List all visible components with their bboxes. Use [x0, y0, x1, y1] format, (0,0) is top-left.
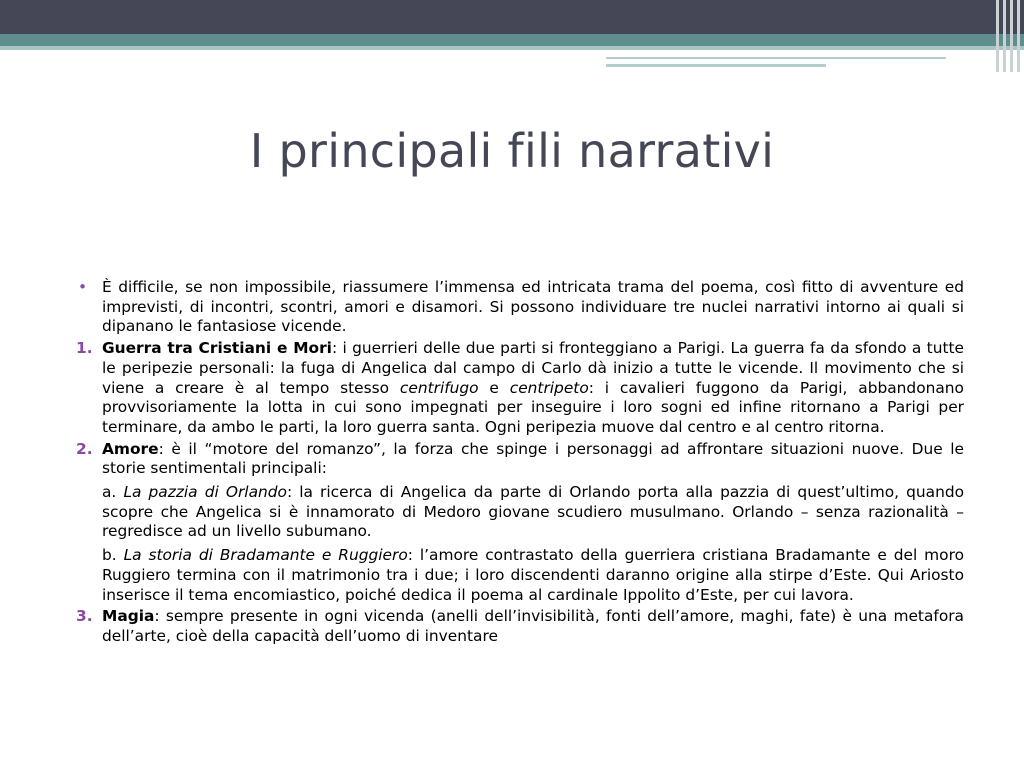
item-emphasis: centripeto [509, 378, 589, 397]
item-emphasis: centrifugo [399, 378, 479, 397]
sub-item-orlando [76, 483, 964, 542]
item-text: : sempre presente in ogni vicenda (anelli dell’invisibilità, fonti dell’amore, maghi, fate) è una metafora dell’arte, cioè della capacità dell’uomo di inventare [102, 607, 964, 645]
stripe [996, 0, 999, 72]
sub-title: La storia di Bradamante e Ruggiero [123, 546, 408, 565]
sub-text: : la ricerca di Angelica da parte di Orlando porta alla pazzia di quest’ultimo, quando scopre che Angelica si è innamorato di Medoro giovane scudiero musulmano. Orlando – senza razionalità – regredisce ad un livello subumano. [102, 483, 965, 541]
list-number: 2. [76, 439, 93, 458]
item-term: Guerra tra Cristiani e Mori [102, 339, 332, 358]
intro-text: È difficile, se non impossibile, riassumere l’immensa ed intricata trama del poema, così fitto di avventure ed imprevisti, di incontri, scontri, amori e disamori. Si possono individuare tre nuclei narrativi intorno ai quali si dipanano le fantasiose vicende. [102, 278, 964, 336]
sub-title: La pazzia di Orlando [123, 483, 287, 502]
list-number: 1. [76, 339, 93, 358]
sub-text: : l’amore contrastato della guerriera cristiana Bradamante e del moro Ruggiero termina con il matrimonio tra i due; i loro discendenti daranno origine alla stirpe d’Este. Qui Ariosto inserisce il tema encomiastico, poiché dedica il poema al cardinale Ippolito d’Este, per cui lavora. [102, 546, 964, 604]
slide-title: I principali fili narrativi [249, 124, 775, 178]
sub-item-bradamante [76, 546, 964, 605]
item-text: : i guerrieri delle due parti si fronteggiano a Parigi. La guerra fa da sfondo a tutte le peripezie personali: la fuga di Angelica dal campo di Carlo dà inizio a tutte le vicende. Il movimento che si viene a creare è al tempo stesso [102, 339, 964, 397]
item-text: e [478, 378, 510, 397]
bullet-marker: • [78, 278, 88, 296]
decorative-line [606, 64, 826, 67]
item-text: : i cavalieri fuggono da Parigi, abbandonano provvisoriamente la lotta in cui sono impegnati per inseguire i loro sogni ed infine ritornano a Parigi per terminare, da ambo le parti, la loro guerra santa. Ogni peripezia muove dal centro e al centro ritorna. [102, 378, 964, 436]
sub-label: b. [102, 546, 124, 565]
decorative-line [606, 57, 946, 59]
header-teal-light-bar [0, 46, 1024, 50]
stripe [1003, 0, 1006, 72]
stripe [1017, 0, 1020, 72]
list-item-magic [76, 607, 964, 646]
decorative-stripes [994, 0, 1024, 72]
header-teal-bar [0, 34, 1024, 46]
item-term: Amore [102, 439, 159, 458]
stripe [1010, 0, 1013, 72]
list-item-war [76, 339, 964, 438]
list-number: 3. [76, 607, 93, 626]
item-term: Magia [102, 607, 155, 626]
sub-label: a. [102, 483, 124, 502]
header-dark-bar [0, 0, 1024, 34]
intro-bullet [76, 278, 964, 337]
slide-content [76, 278, 964, 649]
item-text: : è il “motore del romanzo”, la forza che spinge i personaggi ad affrontare situazioni nuove. Due le storie sentimentali principali: [102, 439, 964, 478]
list-item-love [76, 440, 964, 479]
